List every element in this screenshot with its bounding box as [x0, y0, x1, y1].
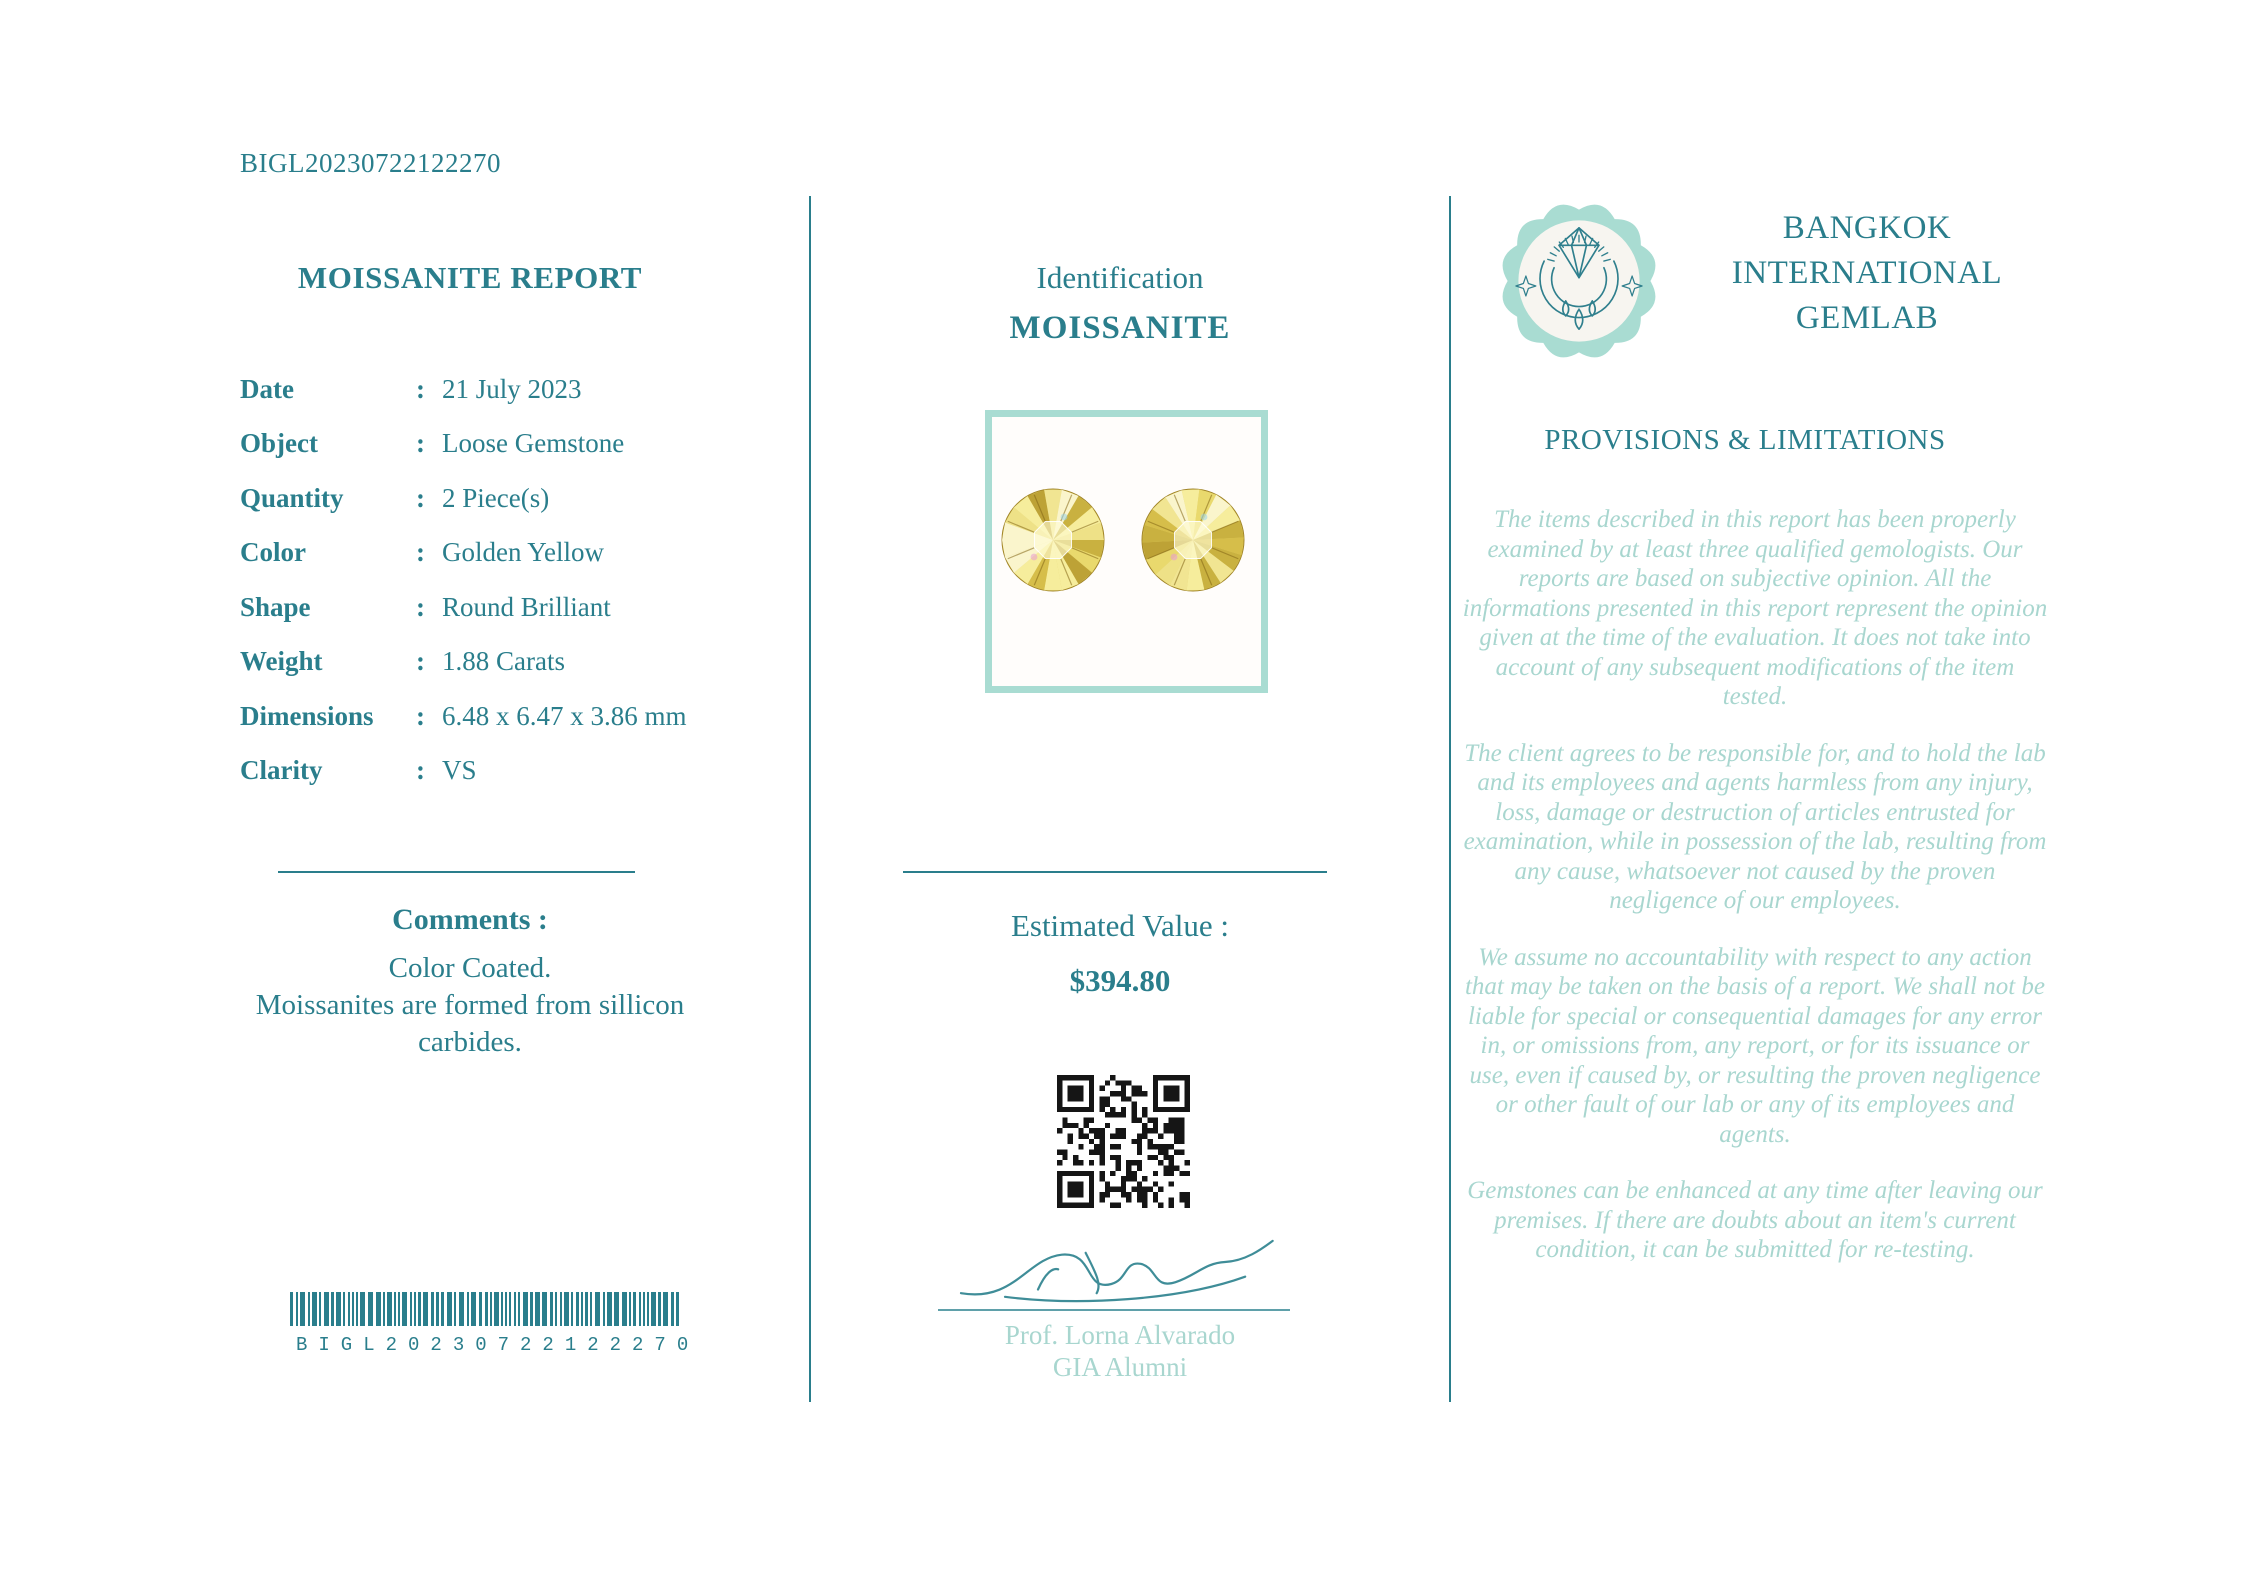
comments-text: [218, 950, 722, 1061]
table-row: [240, 755, 710, 786]
signature-autograph: [950, 1236, 1280, 1310]
table-row: [240, 701, 710, 732]
field-colon: :: [416, 591, 425, 622]
field-value-object: Loose Gemstone: [442, 428, 625, 459]
provisions-text: [1462, 505, 2048, 1292]
field-value-quantity: 2 Piece(s): [442, 482, 550, 513]
table-row: [240, 374, 710, 405]
field-value-clarity: VS: [442, 755, 477, 786]
barcode-label: BIGL20230722122270: [296, 1334, 700, 1356]
field-label-date: Date: [240, 373, 294, 404]
comments-line: Color Coated.: [388, 952, 552, 984]
comments-heading: Comments :: [392, 903, 548, 936]
signatory-title: GIA Alumni: [1052, 1352, 1188, 1382]
identification-result: MOISSANITE: [1009, 310, 1231, 346]
lab-name-line: INTERNATIONAL: [1731, 255, 2003, 291]
provisions-heading: PROVISIONS & LIMITATIONS: [1544, 424, 1946, 456]
gem-details-table: [240, 362, 710, 798]
field-value-date: 21 July 2023: [442, 373, 582, 404]
qr-code-icon: [1057, 1075, 1190, 1208]
field-colon: :: [416, 646, 425, 677]
estimated-value-divider: [903, 871, 1327, 873]
gem-photo-right: [1140, 487, 1246, 593]
field-colon: :: [416, 373, 425, 404]
field-colon: :: [416, 482, 425, 513]
lab-name-line: GEMLAB: [1795, 300, 1939, 336]
provisions-paragraph: We assume no accountability with respect to any action that may be taken on the basis of a report. We shall not be liable for special or consequential damages for any error in, or omissions from, any report, or for its issuance or use, even if caused by, or resulting the proven negligence or other fault of our lab or any of its employees and agents.: [1464, 943, 2046, 1148]
field-label-dimensions: Dimensions: [240, 700, 374, 731]
provisions-paragraph: The client agrees to be responsible for, and to hold the lab and its employees and agents harmless from any injury, loss, damage or destruction of articles entrusted for examination, while in possession of the lab, resulting from any cause, whatsoever not caused by the proven negligence of our employees.: [1463, 739, 2047, 914]
table-row: [240, 428, 710, 459]
certificate-number: BIGL20230722122270: [240, 148, 501, 178]
field-colon: :: [416, 428, 425, 459]
field-label-quantity: Quantity: [240, 482, 344, 513]
field-label-color: Color: [240, 537, 306, 568]
report-title: MOISSANITE REPORT: [297, 260, 643, 295]
field-value-weight: 1.88 Carats: [442, 646, 565, 677]
field-label-object: Object: [240, 428, 318, 459]
identification-heading: Identification: [1036, 260, 1204, 295]
column-divider-left: [809, 196, 811, 1402]
estimated-value: $394.80: [1069, 963, 1171, 998]
field-label-shape: Shape: [240, 591, 311, 622]
signature-line: [938, 1309, 1290, 1311]
column-divider-right: [1449, 196, 1451, 1402]
lab-name-line: BANGKOK: [1782, 210, 1952, 246]
provisions-paragraph: The items described in this report has been properly examined by at least three qualified gemologists. Our reports are based on subjective opinion. All the informations presented in this report represent the opinion given at the time of the evaluation. It does not take into account of any subsequent modifications of the item tested.: [1462, 506, 2048, 710]
barcode-icon: [290, 1292, 680, 1326]
table-row: [240, 537, 710, 568]
field-colon: :: [416, 755, 425, 786]
estimated-value-label: Estimated Value :: [1010, 908, 1230, 943]
field-label-clarity: Clarity: [240, 755, 323, 786]
signatory-name: Prof. Lorna Alvarado: [1004, 1320, 1236, 1350]
field-value-shape: Round Brilliant: [442, 591, 611, 622]
table-row: [240, 483, 710, 514]
field-value-dimensions: 6.48 x 6.47 x 3.86 mm: [442, 700, 687, 731]
comments-line: Moissanites are formed from sillicon carbides.: [255, 989, 685, 1058]
gem-photo-left: [1000, 487, 1106, 593]
field-label-weight: Weight: [240, 646, 323, 677]
gemlab-badge-icon: [1496, 198, 1662, 364]
field-colon: :: [416, 700, 425, 731]
provisions-paragraph: Gemstones can be enhanced at any time after leaving our premises. If there are doubts about an item's current condition, it can be submitted for re-testing.: [1467, 1177, 2043, 1263]
barcode: [285, 1292, 700, 1356]
comments-divider: [278, 871, 635, 873]
lab-name: [1678, 206, 2056, 341]
gemstone-photo: [985, 410, 1268, 693]
table-row: [240, 592, 710, 623]
field-colon: :: [416, 537, 425, 568]
field-value-color: Golden Yellow: [442, 537, 605, 568]
table-row: [240, 646, 710, 677]
